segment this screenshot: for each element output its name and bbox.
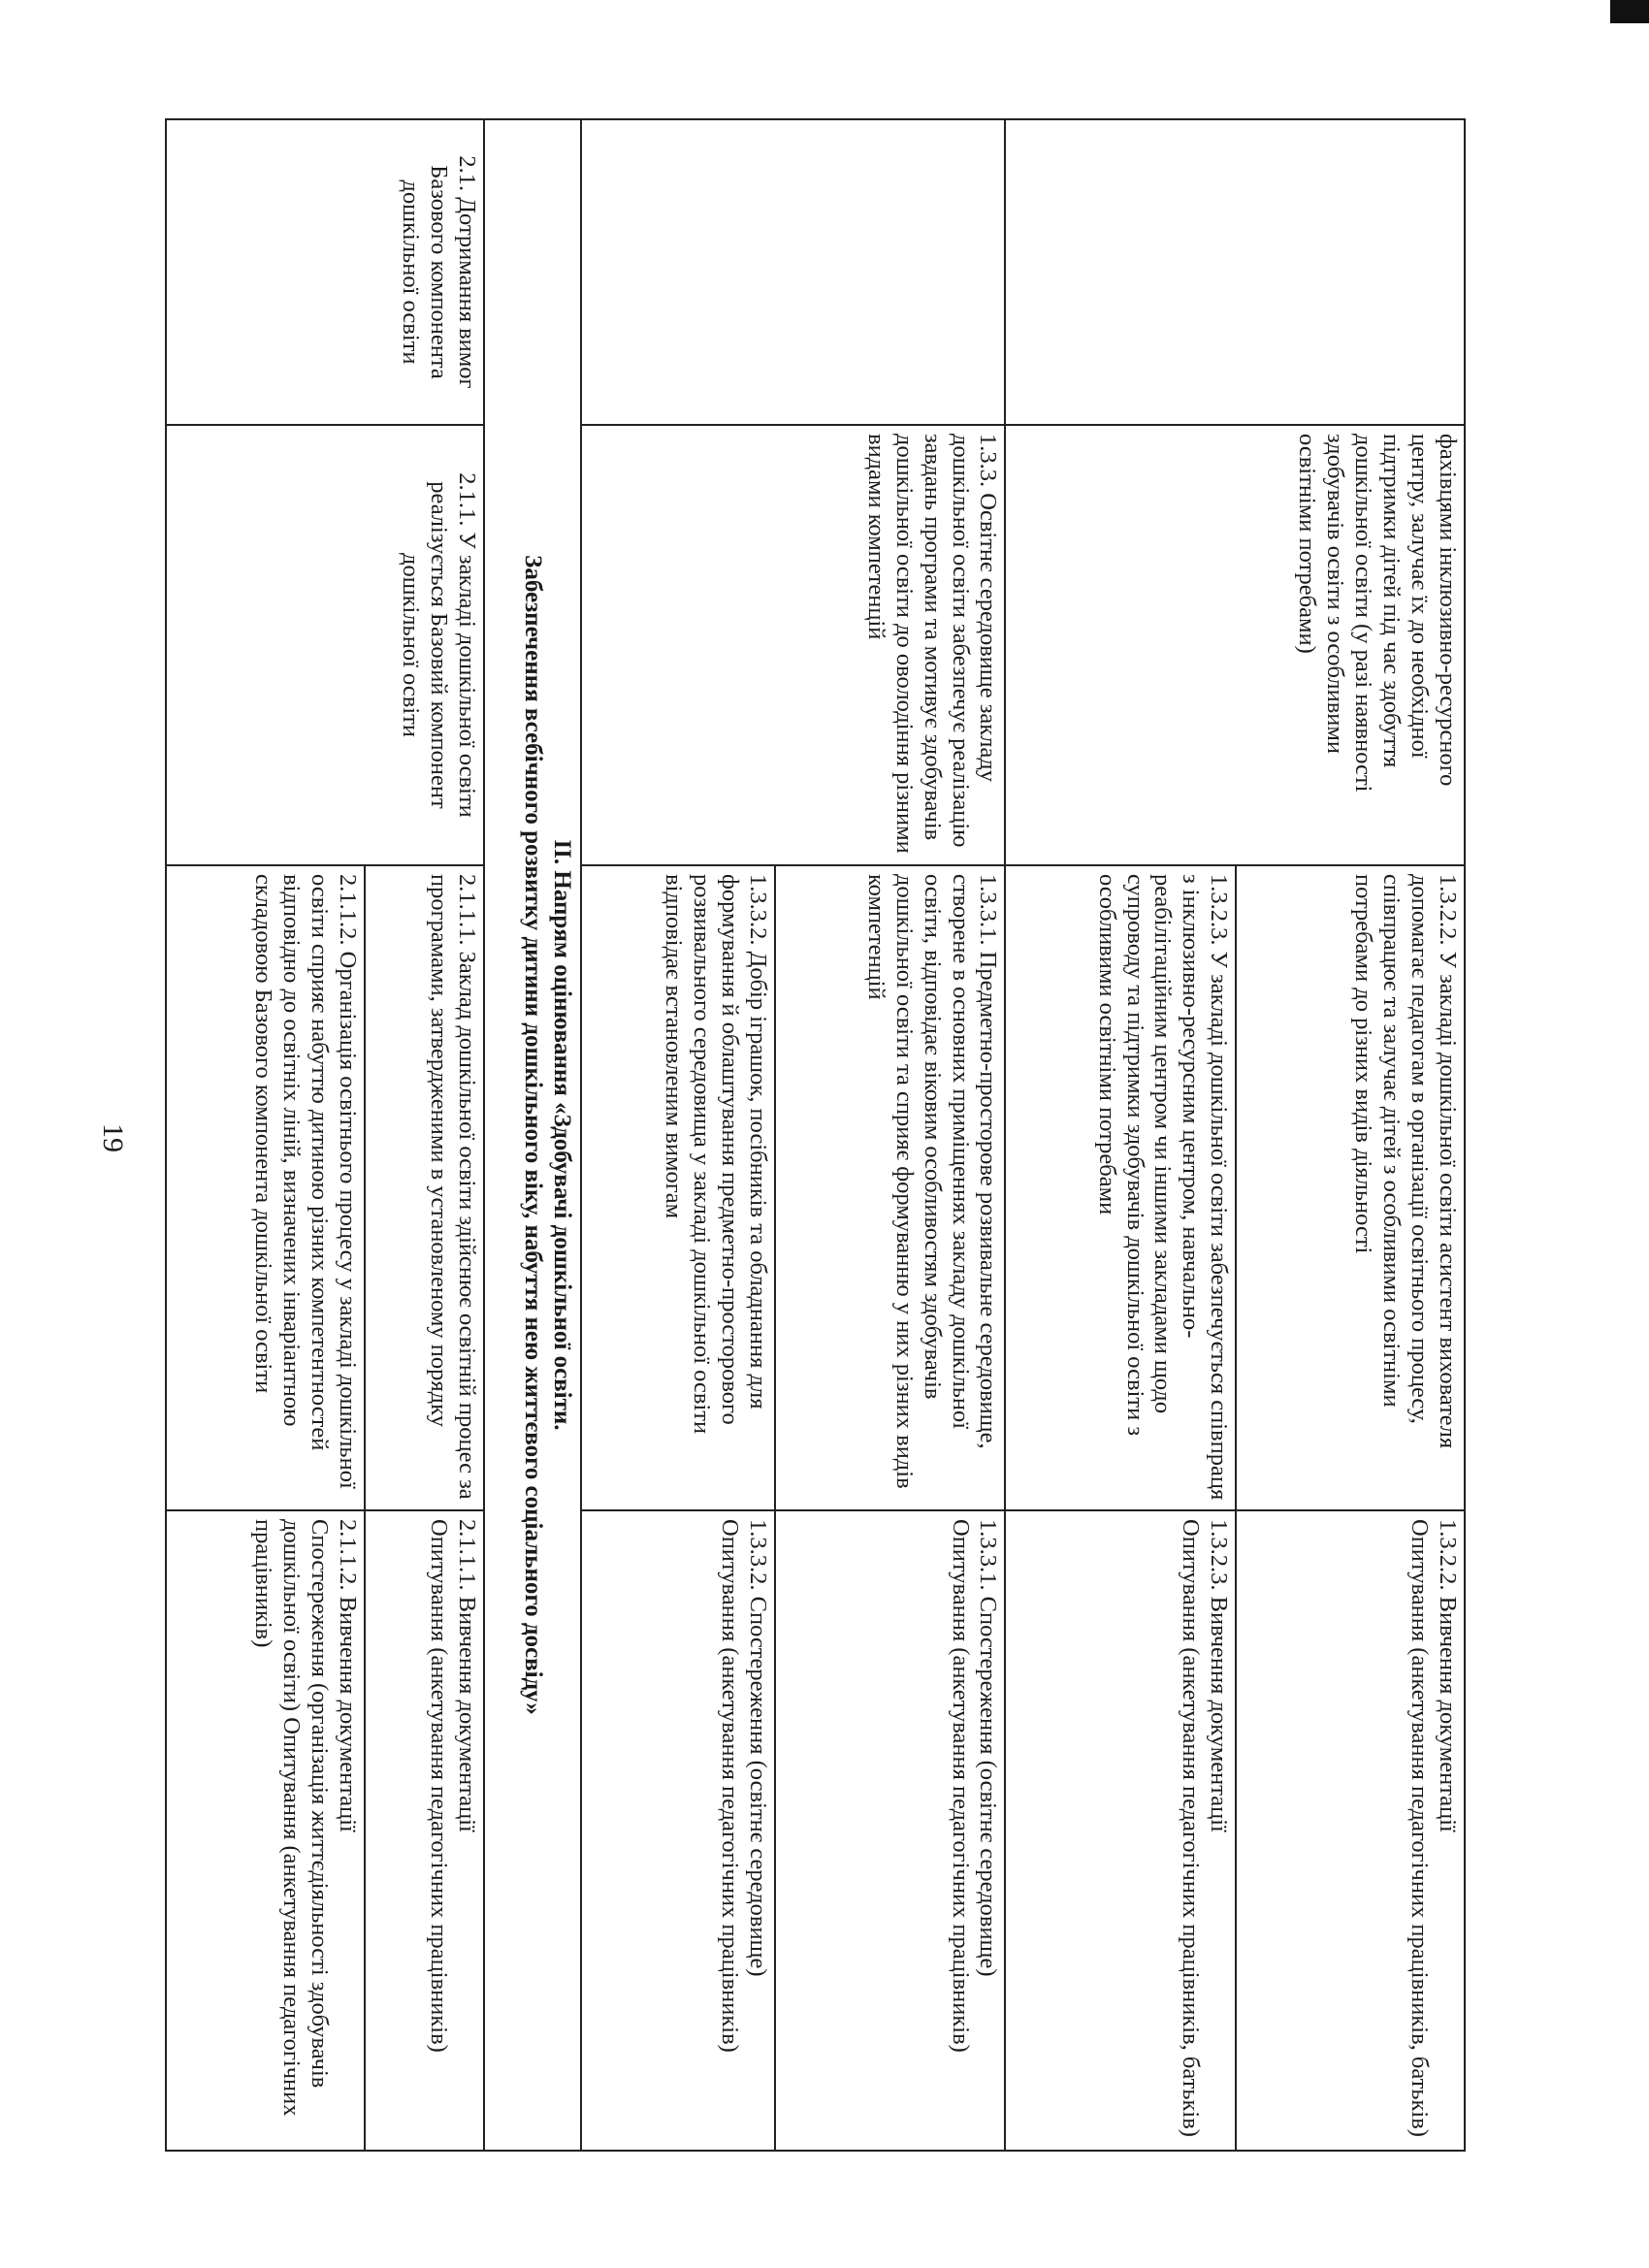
indicator-cell: фахівцями інклюзивно-ресурсного центру, залучає їх до необхідної підтримки дітей під час здобуття дошкільної освіти (у разі наявності здобувачів освіти з особливими освітніми потребами) — [1005, 425, 1465, 865]
subindicator-cell: 2.1.1.1. Заклад дошкільної освіти здійснює освітній процес за програмами, затвердженими в установленому порядку — [365, 865, 484, 1510]
scan-edge-mark — [1610, 0, 1649, 23]
table-row — [365, 119, 484, 2151]
methods-line: 1.3.2.3. Вивчення документації — [1206, 1519, 1233, 1832]
methods-line: Опитування (анкетування педагогічних працівників) — [947, 1519, 974, 2053]
page-number: 19 — [97, 1123, 129, 1152]
methods-line: Спостереження (організація життєдіяльності здобувачів дошкільної освіти) Опитування (анкетування педагогічних працівників) — [250, 1519, 334, 2117]
methods-line: 1.3.3.1. Спостереження (освітнє середовище) — [975, 1519, 1002, 1977]
methods-line: 1.3.3.2. Спостереження (освітнє середовище) — [744, 1519, 771, 1977]
criterion-cell — [1005, 119, 1465, 425]
subindicator-cell: 1.3.2.2. У закладі дошкільної освіти асистент вихователя допомагає педагогам в організації освітнього процесу, співпрацює та залучає дітей з особливими освітніми потребами до різних видів діяльності — [1236, 865, 1465, 1510]
criterion-cell: 2.1. Дотримання вимог Базового компонента дошкільної освіти — [166, 119, 484, 425]
methods-cell — [166, 1510, 365, 2151]
subindicator-cell: 1.3.3.1. Предметно-просторове розвивальне середовище, створене в основних приміщеннях закладу дошкільної освіти, відповідає віковим особливостям здобувачів дошкільної освіти та сприяє формуванню у них різних видів компетенцій — [775, 865, 1006, 1510]
table-row — [1236, 119, 1465, 2151]
indicator-cell: 1.3.3. Освітнє середовище закладу дошкільної освіти забезпечує реалізацію завдань програми та мотивує здобувачів дошкільної освіти до оволодіння різними видами компетенцій — [581, 425, 1005, 865]
methods-line: 1.3.2.2. Вивчення документації — [1435, 1519, 1461, 1832]
methods-cell — [1005, 1510, 1236, 2151]
methods-line: Опитування (анкетування педагогічних працівників, батьків) — [1406, 1519, 1434, 2137]
table-row — [775, 119, 1006, 2151]
criterion-cell — [581, 119, 1005, 425]
section-heading-line: ІІ. Напрям оцінювання «Здобувачі дошкільної освіти. — [548, 839, 575, 1431]
section-heading-row — [484, 119, 581, 2151]
subindicator-cell: 1.3.2.3. У закладі дошкільної освіти забезпечується співпраця з інклюзивно-ресурсним центром, навчально-реабілітаційним центром чи іншими закладами щодо супроводу та підтримки здобувачів дошкільної освіти з особливими освітніми потребами — [1005, 865, 1236, 1510]
rotated-table-container — [165, 118, 1466, 2150]
methods-cell — [1236, 1510, 1465, 2151]
methods-cell — [365, 1510, 484, 2151]
indicator-cell: 2.1.1. У закладі дошкільної освіти реалізується Базовий компонент дошкільної освіти — [166, 425, 484, 865]
methods-line: Опитування (анкетування педагогічних працівників) — [426, 1519, 453, 2053]
section-heading — [484, 119, 581, 2151]
subindicator-cell: 2.1.1.2. Організація освітнього процесу у закладі дошкільної освіти сприяє набуттю дитиною різних компетентностей відповідно до освітніх ліній, визначених інваріантною складовою Базового компонента дошкільної освіти — [166, 865, 365, 1510]
methods-line: Опитування (анкетування педагогічних працівників) — [716, 1519, 743, 2053]
methods-line: 2.1.1.2. Вивчення документації — [334, 1519, 361, 1832]
methods-line: 2.1.1.1. Вивчення документації — [454, 1519, 481, 1832]
subindicator-cell: 1.3.3.2. Добір іграшок, посібників та обладнання для формування й облаштування предметно-просторового розвивального середовища у закладі дошкільної освіти відповідає встановленим вимогам — [581, 865, 775, 1510]
evaluation-table — [165, 118, 1466, 2152]
methods-cell — [581, 1510, 775, 2151]
methods-cell — [775, 1510, 1006, 2151]
methods-line: Опитування (анкетування педагогічних працівників, батьків) — [1178, 1519, 1205, 2137]
section-heading-line: Забезпечення всебічного розвитку дитини дошкільного віку, набуття нею життєвого соціального досвіду» — [520, 555, 547, 1715]
